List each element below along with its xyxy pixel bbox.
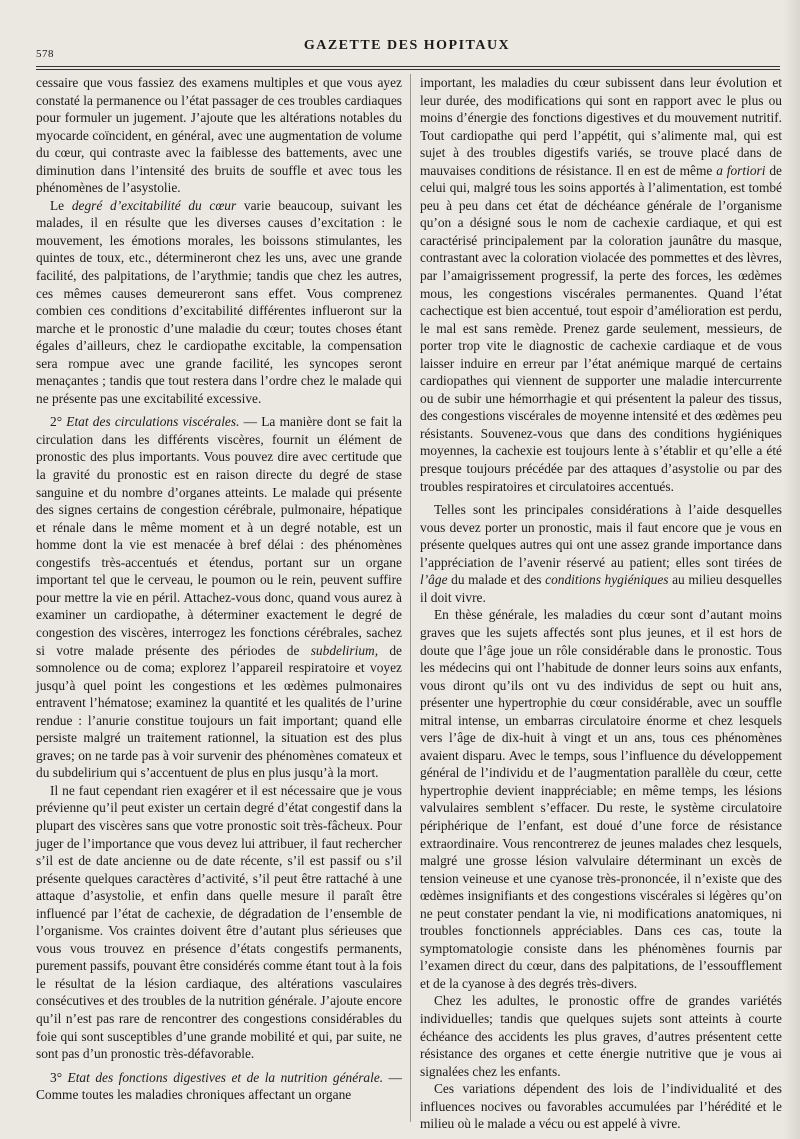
paragraph-text: important, les maladies du cœur subissent dans leur évolution et leur durée, des modifications qui sont en rapport avec le plus ou moins d’énergie des fonctions digestives et du mouvement nutritif. Tout cardiopathe qui perd l’appétit, qui s’alimente mal, qui est sujet à des troubles digestifs variés, se trouve placé dans de mauvaises conditions de résistance. Il en est de même: [420, 75, 782, 178]
paragraph-text: de celui qui, malgré tous les soins apportés à l’alimentation, est tombé peu à peu dans cet état de déchéance générale de l’organisme qu’on a désigné sous le nom de cachexie cardiaque, et qui est caractérisé principalement par la coloration jaunâtre du masque, contrastant avec la coloration violacée des pommettes et des lèvres, par l’amaigrissement progressif, la perte des forces, les œdèmes mous, les congestions viscérales permanentes. Quand l’état cachectique est bien accentué, tout espoir d’amélioration est perdu, le mal est sans remède. Prenez garde seulement, messieurs, de porter trop vite le diagnostic de cachexie cardiaque et de vous laisser induire en erreur par l’état anémique marqué de certains cardiopathes qui viennent de supporter une maladie intercurrente ou de subir une hémorrhagie et qui présentent la paleur des tissus, des congestions viscérales de moyenne intensité et des œdèmes peu résistants. Souvenez-vous que dans des conditions hygiéniques moyennes, la cachexie est toujours lente à s’établir et qu’elle a été presque toujours précédée par des attaques d’asystolie ou par des troubles respiratoires et circulatoires accentués.: [420, 162, 782, 494]
page-header: [36, 36, 778, 64]
paragraph-lead: Le: [50, 197, 65, 213]
paragraph-text: du malade et des: [451, 572, 542, 588]
paragraph: [420, 501, 782, 606]
italic-term: a fortiori: [716, 162, 766, 178]
section-heading: Etat des circulations viscérales.: [66, 414, 240, 430]
italic-term: subdelirium,: [310, 642, 379, 658]
paragraph: [420, 74, 782, 495]
section-number: 3°: [50, 1069, 63, 1085]
section-heading: Etat des fonctions digestives et de la nutrition générale.: [67, 1069, 384, 1085]
journal-title: GAZETTE DES HOPITAUX: [303, 38, 511, 53]
right-column: [420, 74, 782, 1133]
header-rule-bottom: [36, 69, 780, 70]
paragraph-text: Telles sont les principales considérations à l’aide desquelles vous devez porter un pronostic, mais il faut encore que je vous en présente quelques autres qui ont une assez grande importance dans l’appréciation de l’avenir réservé au patient; elles sont tirées de: [420, 502, 782, 570]
paragraph-text: — Comme toutes les maladies chroniques affectant un organe: [36, 1069, 402, 1103]
paragraph: Ces variations dépendent des lois de l’individualité et des influences nocives ou favorables accumulées par l’hérédité et le milieu où le malade a vécu ou est appelé à vivre.: [420, 1081, 782, 1132]
paragraph-text: de somnolence ou de coma; explorez l’appareil respiratoire et voyez jusqu’à quel point les congestions et les œdèmes pulmonaires entravent l’hématose; examinez la quantité et les qualités de l’urine rendue : l’anurie constitue toujours un fait important; quand elle persiste malgré un traitement rationnel, la situation est des plus graves; on ne tarde pas à voir survenir des phénomènes comateux et du subdelirium qui s’accentuent de plus en plus jusqu’à la mort.: [36, 642, 402, 781]
section-term: degré d’excitabilité du cœur: [71, 197, 237, 213]
section-number: 2°: [50, 414, 63, 430]
column-divider: [410, 74, 411, 1122]
paragraph: [36, 197, 402, 408]
paragraph: En thèse générale, les maladies du cœur sont d’autant moins graves que les sujets affectés sont plus jeunes, et il est hors de doute que l’âge joue un rôle considérable dans le pronostic. Tous les médecins qui ont l’habitude de donner leurs soins aux enfants, vous diront qu’ils ont vu des individus de sept ou huit ans, présenter une hypertrophie du cœur considérable, avec un souffle mitral intense, un embarras circulatoire énorme et chez lesquels vers l’âge de dix-huit à vingt et un ans, tous ces phénomènes avaient disparu. Avec le temps, sous l’influence du développement général de l’individu et de l’augmentation parallèle du cœur, cette hypertrophie devient inappréciable; en même temps, les lésions valvulaires semblent s’effacer. Du reste, le système circulatoire périphérique de l’enfant, est doué d’une force de résistance extraordinaire. Vous rencontrerez de jeunes malades chez lesquels, malgré une grosse lésion valvulaire déterminant un excès de tension veineuse et une cyanose très-prononcée, il n’existe que des œdèmes insignifiants et des congestions viscérales si légères qu’on ne peut constater pendant la vie, ni modifications anatomiques, ni troubles fonctionnels appréciables. Dans ces cas, toute la symptomatologie consiste dans les phénomènes fournis par l’examen direct du cœur, dans des palpitations, de l’essoufflement et de la cyanose à des degrés très-divers.: [420, 607, 782, 991]
header-rule-top: [36, 66, 780, 67]
paragraph-text: varie beaucoup, suivant les malades, il en résulte que les diverses causes d’excitation : le mouvement, les émotions morales, les boissons stimulantes, les quintes de toux, etc., détermineront chez les uns, avec une grande facilité, des palpitations, de l’arythmie; tandis que chez les autres, ces mêmes causes demeureront sans effet. Vous comprenez combien ces conditions d’excitabilité différentes influeront sur la marche et le pronostic d’une maladie du cœur; toutes choses étant égales d’ailleurs, chez le cardiopathe excitable, la compensation sera rompue avec une grande facilité, les syncopes seront menaçantes ; tandis que tout restera dans l’ordre chez le malade qui ne présente pas une excitabilité excessive.: [36, 197, 402, 406]
left-column: [36, 74, 402, 1104]
paragraph: cessaire que vous fassiez des examens multiples et que vous ayez constaté la permanence ou l’état passager de ces troubles cardiaques pour formuler un jugement. J’ajoute que les altérations notables du myocarde coïncident, en général, avec une augmentation de volume du cœur, qui contraste avec la faiblesse des battements, avec une diminution dans l’intensité des bruits de souffle et avec tous les phénomènes de l’asystolie.: [36, 75, 402, 196]
page-number: 578: [36, 48, 54, 60]
paragraph-text: au milieu desquelles il doit vivre.: [420, 572, 782, 605]
paragraph-text: — La manière dont se fait la circulation dans les différents viscères, fournit un élément de pronostic des plus importants. Vous pouvez dire avec certitude que la gravité du pronostic est en raison directe du degré de stase sanguine et du nombre d’organes atteints. Le malade qui présente des signes certains de congestion cérébrale, pulmonaire, hépatique et rénale dans le même moment et à un degré notable, est un homme dont la vie est menacée à bref délai : des phénomènes congestifs très-accentués et étendus, portant sur un organe important tel que le cerveau, le poumon ou le rein, peuvent suffire pour mettre la vie en péril. Attachez-vous donc, quand vous aurez à examiner un cardiopathe, à déterminer exactement le degré de congestion des viscères, interrogez les fonctions cérébrales, sachez si votre malade présente des périodes de: [36, 414, 402, 658]
paragraph: Il ne faut cependant rien exagérer et il est nécessaire que je vous prévienne qu’il peut exister un certain degré d’état congestif dans la plupart des viscères sans que votre pronostic soit très-fâcheux. Pour juger de l’importance que vous devez lui attribuer, il faut rechercher s’il est de date ancienne ou de date récente, s’il est passif ou s’il présente quelques caractères d’activité, s’il peut être rattaché à une attaque d’asystolie, et enfin dans quelle mesure il paraît être influencé par l’état de cachexie, de dégradation de l’ensemble de l’organisme. Vos craintes doivent être d’autant plus sérieuses que vous vous trouvez en présence d’états congestifs permanents, purement passifs, pouvant être considérés comme étant tout à la fois le résultat de la lésion cardiaque, des altérations vasculaires consécutives et des troubles de la nutrition générale. J’ajoute encore qu’il n’est pas rare de rencontrer des congestions considérables du foie qui sont susceptibles d’une grande mobilité et qui, par suite, ne sont pas d’un pronostic très-défavorable.: [36, 782, 402, 1062]
page-edge-shadow: [782, 0, 800, 1139]
paragraph: [36, 1069, 402, 1104]
italic-term: l’âge: [420, 572, 448, 588]
italic-term: conditions hygiéniques: [545, 572, 669, 588]
paragraph: [36, 413, 402, 781]
paragraph: Chez les adultes, le pronostic offre de grandes variétés individuelles; tandis que quelques sujets sont atteints à courte échéance des accidents les plus graves, d’autres présentent cette résistance des organes et cette énergie nutritive que je vous ai signalées chez les enfants.: [420, 993, 782, 1079]
